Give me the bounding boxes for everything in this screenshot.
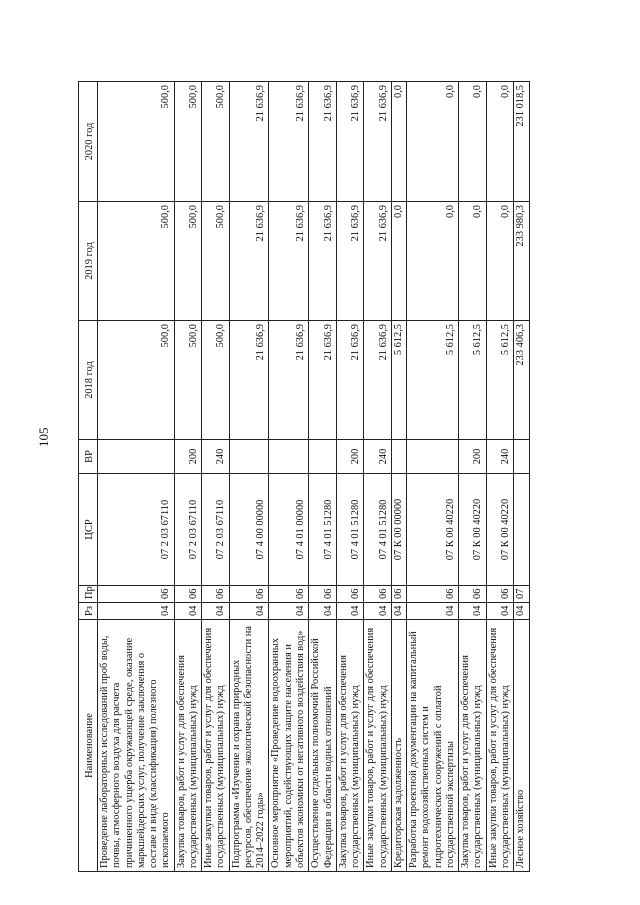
cell-csr: 07 К 00 00000: [391, 474, 406, 586]
cell-name: Осуществление отдельных полномочий Российской Федерации в области водных отношений: [309, 620, 337, 872]
cell-2018: 21 636,9: [269, 321, 309, 440]
cell-vr: 200: [459, 440, 487, 474]
cell-2018: 21 636,9: [309, 321, 337, 440]
cell-rz: 04: [229, 603, 269, 620]
cell-vr: 240: [202, 440, 230, 474]
cell-2018: 5 612,5: [486, 321, 514, 440]
header-vr: ВР: [79, 440, 98, 474]
cell-pr: 06: [486, 586, 514, 603]
table-row: [269, 82, 309, 872]
cell-pr: 07: [514, 586, 529, 603]
header-pr: Пр: [79, 586, 98, 603]
cell-vr: [229, 440, 269, 474]
cell-name: Закупка товаров, работ и услуг для обеспечения государственных (муниципальных) нужд: [336, 620, 364, 872]
cell-name: Закупка товаров, работ и услуг для обеспечения государственных (муниципальных) нужд: [174, 620, 202, 872]
cell-rz: 04: [174, 603, 202, 620]
cell-2020: 21 636,9: [229, 82, 269, 202]
cell-2020: 231 018,5: [514, 82, 529, 202]
table-row: [514, 82, 529, 872]
cell-2020: 500,0: [174, 82, 202, 202]
cell-pr: 06: [174, 586, 202, 603]
cell-2019: 21 636,9: [269, 202, 309, 321]
cell-csr: 07 4 00 00000: [229, 474, 269, 586]
table-row: [407, 82, 459, 872]
cell-csr: 07 4 01 51280: [364, 474, 392, 586]
header-year-2018: 2018 год: [79, 321, 98, 440]
cell-2018: 21 636,9: [336, 321, 364, 440]
cell-pr: 06: [336, 586, 364, 603]
cell-vr: [407, 440, 459, 474]
cell-csr: [514, 474, 529, 586]
header-csr: ЦСР: [79, 474, 98, 586]
table-row: [229, 82, 269, 872]
cell-vr: 200: [174, 440, 202, 474]
cell-2019: 233 980,3: [514, 202, 529, 321]
cell-2019: 0,0: [486, 202, 514, 321]
cell-vr: [269, 440, 309, 474]
cell-2020: 21 636,9: [336, 82, 364, 202]
cell-pr: 06: [202, 586, 230, 603]
cell-2019: 21 636,9: [229, 202, 269, 321]
cell-name: Подпрограмма «Изучение и охрана природных ресурсов, обеспечение экологической безопасности на 2014–2022 годы»: [229, 620, 269, 872]
cell-rz: 04: [336, 603, 364, 620]
table-row: [459, 82, 487, 872]
cell-pr: 06: [459, 586, 487, 603]
cell-vr: [98, 440, 175, 474]
cell-2018: 233 406,3: [514, 321, 529, 440]
cell-rz: 04: [364, 603, 392, 620]
cell-vr: [309, 440, 337, 474]
cell-pr: 06: [407, 586, 459, 603]
cell-pr: 06: [269, 586, 309, 603]
cell-pr: 06: [98, 586, 175, 603]
cell-vr: [391, 440, 406, 474]
cell-pr: 06: [364, 586, 392, 603]
table-body: [98, 82, 530, 872]
cell-csr: 07 2 03 67110: [174, 474, 202, 586]
cell-2018: 5 612,5: [391, 321, 406, 440]
header-year-2020: 2020 год: [79, 82, 98, 202]
table-row: [486, 82, 514, 872]
cell-rz: 04: [486, 603, 514, 620]
cell-rz: 04: [309, 603, 337, 620]
table-row: [202, 82, 230, 872]
cell-name: Лесное хозяйство: [514, 620, 529, 872]
table-row: [391, 82, 406, 872]
page-number: 105: [36, 427, 51, 447]
cell-2020: 500,0: [202, 82, 230, 202]
cell-vr: 240: [364, 440, 392, 474]
cell-2020: 21 636,9: [269, 82, 309, 202]
cell-vr: [514, 440, 529, 474]
cell-name: Основное мероприятие «Проведение водоохранных мероприятий, содействующих защите населения и объектов экономики от негативного воздействия вод»: [269, 620, 309, 872]
cell-2020: 0,0: [459, 82, 487, 202]
cell-csr: 07 4 01 00000: [269, 474, 309, 586]
cell-2018: 21 636,9: [364, 321, 392, 440]
cell-pr: 06: [391, 586, 406, 603]
cell-name: Закупка товаров, работ и услуг для обеспечения государственных (муниципальных) нужд: [459, 620, 487, 872]
cell-name: Кредиторская задолженность: [391, 620, 406, 872]
cell-rz: 04: [391, 603, 406, 620]
cell-rz: 04: [514, 603, 529, 620]
cell-rz: 04: [202, 603, 230, 620]
cell-name: Иные закупки товаров, работ и услуг для обеспечения государственных (муниципальных) нужд: [202, 620, 230, 872]
cell-2020: 0,0: [391, 82, 406, 202]
table-row: [309, 82, 337, 872]
cell-2018: 500,0: [98, 321, 175, 440]
cell-rz: 04: [269, 603, 309, 620]
cell-name: Проведение лабораторных исследований проб воды, почвы, атмосферного воздуха для расчета причиненного ущерба окружающей среде, оказание маркшейдерских услуг, получение заключения о составе и виде (классификация) полезного ископаемого: [98, 620, 175, 872]
cell-vr: 240: [486, 440, 514, 474]
table-row: [174, 82, 202, 872]
cell-rz: 04: [459, 603, 487, 620]
cell-csr: 07 К 00 40220: [407, 474, 459, 586]
rotated-page-content: [78, 82, 578, 872]
cell-2020: 0,0: [486, 82, 514, 202]
cell-pr: 06: [229, 586, 269, 603]
cell-csr: 07 2 03 67110: [98, 474, 175, 586]
cell-2019: 0,0: [391, 202, 406, 321]
cell-2018: 5 612,5: [407, 321, 459, 440]
cell-csr: 07 4 01 51280: [336, 474, 364, 586]
table-row: [336, 82, 364, 872]
cell-2018: 21 636,9: [229, 321, 269, 440]
cell-2020: 500,0: [98, 82, 175, 202]
cell-name: Иные закупки товаров, работ и услуг для обеспечения государственных (муниципальных) нужд: [364, 620, 392, 872]
cell-csr: 07 2 03 67110: [202, 474, 230, 586]
cell-csr: 07 К 00 40220: [486, 474, 514, 586]
cell-2018: 5 612,5: [459, 321, 487, 440]
cell-2019: 0,0: [407, 202, 459, 321]
cell-2019: 21 636,9: [364, 202, 392, 321]
cell-vr: 200: [336, 440, 364, 474]
cell-2020: 21 636,9: [309, 82, 337, 202]
cell-2019: 21 636,9: [309, 202, 337, 321]
cell-2018: 500,0: [202, 321, 230, 440]
cell-2019: 500,0: [174, 202, 202, 321]
header-name: Наименование: [79, 620, 98, 872]
cell-2018: 500,0: [174, 321, 202, 440]
cell-2020: 0,0: [407, 82, 459, 202]
cell-2019: 21 636,9: [336, 202, 364, 321]
table-row: [364, 82, 392, 872]
cell-rz: 04: [407, 603, 459, 620]
cell-2020: 21 636,9: [364, 82, 392, 202]
cell-pr: 06: [309, 586, 337, 603]
cell-csr: 07 4 01 51280: [309, 474, 337, 586]
budget-table: [78, 81, 530, 872]
header-year-2019: 2019 год: [79, 202, 98, 321]
cell-2019: 500,0: [202, 202, 230, 321]
cell-2019: 0,0: [459, 202, 487, 321]
header-rz: Рз: [79, 603, 98, 620]
cell-csr: 07 К 00 40220: [459, 474, 487, 586]
cell-2019: 500,0: [98, 202, 175, 321]
table-row: [98, 82, 175, 872]
cell-name: Разработка проектной документации на капитальный ремонт водохозяйственных систем и гидротехнических сооружений с оплатой государственной экспертизы: [407, 620, 459, 872]
cell-rz: 04: [98, 603, 175, 620]
cell-name: Иные закупки товаров, работ и услуг для обеспечения государственных (муниципальных) нужд: [486, 620, 514, 872]
table-header-row: [79, 82, 98, 872]
